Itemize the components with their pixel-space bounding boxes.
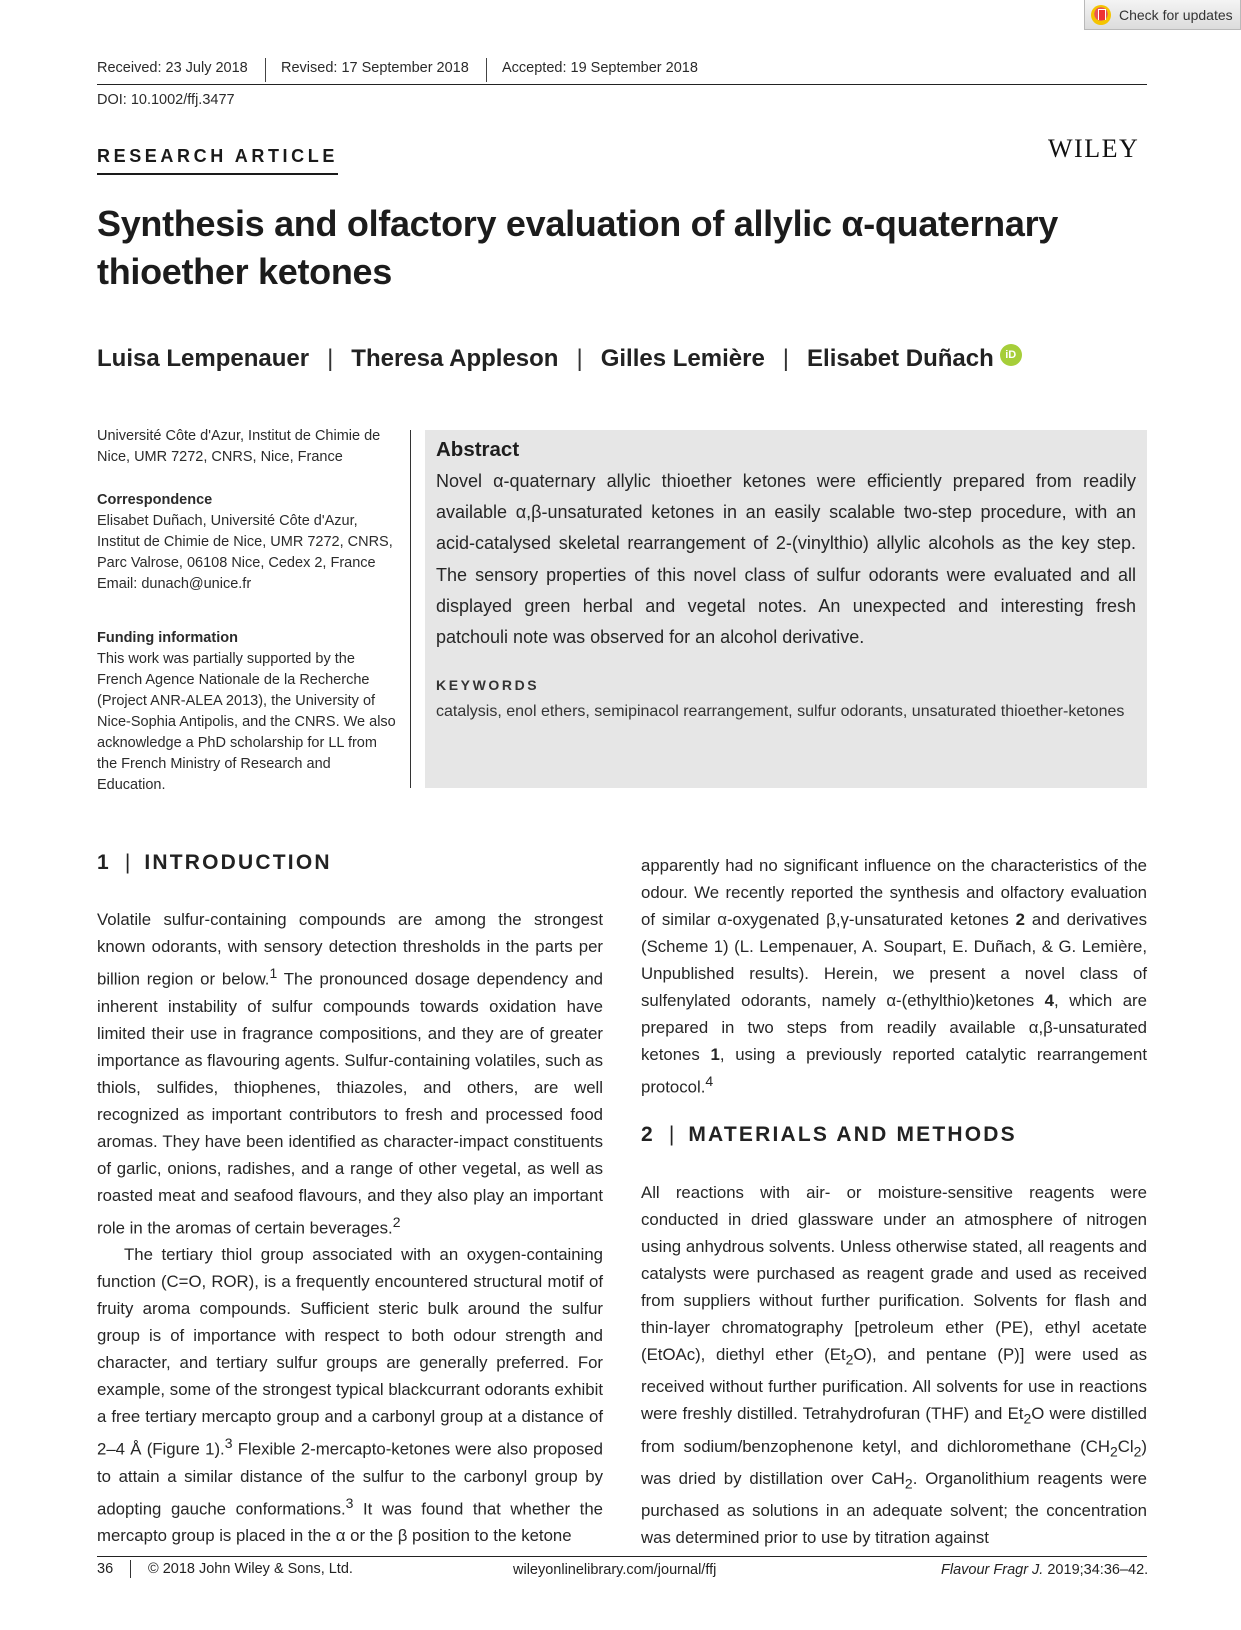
- section-heading-materials: [641, 1123, 1017, 1147]
- received-date: Received: 23 July 2018: [97, 60, 248, 76]
- paragraph: The tertiary thiol group associated with an oxygen-containing function (C=O, ROR), is a frequently encountered structural motif of fruity aroma compounds. Sufficient steric bulk around the sulfur group is of importance with respect to both odour strength and character, and tertiary sulfur groups are generally preferred. For example, some of the strongest typical blackcurrant odorants exhibit a free tertiary mercapto group and a carbonyl group at a distance of 2–4 Å (Figure 1).$^3$ Flexible 2-mercapto-ketones were also proposed to attain a similar distance of the sulfur to the carbonyl group by adopting gauche conformations.$^3$ It was found that whether the mercapto group is placed in the α or the β position to the ketone: [97, 1245, 603, 1546]
- author-separator: |: [782, 345, 790, 372]
- page-number: 36: [97, 1561, 114, 1577]
- journal-citation: [941, 1562, 1148, 1578]
- materials-methods-body: [641, 1179, 1147, 1551]
- funding-information: [97, 628, 397, 796]
- author-separator: |: [576, 345, 583, 372]
- paragraph: All reactions with air- or moisture-sensitive reagents were conducted in dried glassware under an atmosphere of nitrogen using anhydrous solvents. Unless otherwise stated, all reagents and catalysts were purchased as reagent grade and used as received from suppliers without further purification. Solvents for flash and thin-layer chromatography [petroleum ether (PE), ethyl acetate (EtOAc), diethyl ether $(Et_2O)$, and pentane (P)] were used as received without further purification. All solvents for use in reactions were freshly distilled. Tetrahydrofuran (THF) and $Et_2O$ were distilled from sodium/benzophenone ketyl, and dichloromethane $(CH_2Cl_2)$ was dried by distillation over CaH$_2$. Organolithium reagents were purchased as solutions in an adequate solvent; the concentration was determined prior to use by titration against: [641, 1183, 1147, 1548]
- article-dates: [97, 60, 1147, 86]
- keywords: catalysis, enol ethers, semipinacol rearrangement, sulfur odorants, unsaturated thioether-ketones: [436, 703, 1125, 721]
- section-number: 2: [641, 1123, 655, 1146]
- citation-details: 2019;34:36–42.: [1043, 1562, 1149, 1578]
- journal-url[interactable]: wileyonlinelibrary.com/journal/ffj: [513, 1562, 717, 1578]
- check-for-updates-button[interactable]: [1084, 0, 1241, 30]
- abstract-box: [425, 430, 1147, 788]
- section-separator: |: [668, 1123, 675, 1146]
- article-title: [97, 200, 1147, 296]
- funding-label: Funding information: [97, 630, 238, 646]
- section-number: 1: [97, 851, 111, 874]
- title-line-2: thioether ketones: [97, 251, 392, 292]
- abstract-heading: Abstract: [436, 438, 520, 461]
- author-separator: |: [327, 345, 334, 372]
- bookmark-icon: [1091, 5, 1111, 25]
- section-heading-introduction: [97, 851, 332, 875]
- author[interactable]: Luisa Lempenauer: [97, 345, 310, 372]
- section-title: MATERIALS AND METHODS: [688, 1123, 1017, 1146]
- doi[interactable]: DOI: 10.1002/ffj.3477: [97, 92, 235, 108]
- check-for-updates-label: Check for updates: [1119, 6, 1233, 23]
- date-divider: [265, 58, 266, 82]
- paragraph: Volatile sulfur-containing compounds are among the strongest known odorants, with sensory detection thresholds in the parts per billion region or below.$^1$ The pronounced dosage dependency and inherent instability of sulfur compounds towards oxidation have limited their use in fragrance compositions, and they are of greater importance as flavouring agents. Sulfur-containing volatiles, such as thiols, sulfides, thiophenes, thiazoles, and others, are well recognized as important contributors to fresh and processed food aromas. They have been identified as character-impact constituents of garlic, onions, radishes, and a range of other vegetal, as well as roasted meat and seafood flavours, and they also play an important role in the aromas of certain beverages.$^2$: [97, 910, 603, 1238]
- affiliation: Université Côte d'Azur, Institut de Chimie de Nice, UMR 7272, CNRS, Nice, France: [97, 428, 381, 465]
- footer-rule: [97, 1556, 1147, 1557]
- correspondence-label: Correspondence: [97, 492, 213, 508]
- correspondence: [97, 490, 397, 595]
- journal-name: Flavour Fragr J.: [941, 1562, 1044, 1578]
- copyright: © 2018 John Wiley & Sons, Ltd.: [148, 1561, 353, 1577]
- keywords-heading: KEYWORDS: [436, 677, 540, 694]
- article-type: RESEARCH ARTICLE: [97, 146, 338, 175]
- orcid-icon[interactable]: iD: [1000, 344, 1022, 366]
- author[interactable]: Gilles Lemière: [600, 345, 765, 372]
- footer-divider: [130, 1560, 131, 1578]
- date-divider: [486, 58, 487, 82]
- section-separator: |: [124, 851, 131, 874]
- correspondence-text: Elisabet Duñach, Université Côte d'Azur, Institut de Chimie de Nice, UMR 7272, CNRS, Parc Valrose, 06108 Nice, Cedex 2, France: [97, 513, 393, 571]
- column-divider: [410, 430, 411, 788]
- abstract-text: Novel α-quaternary allylic thioether ketones were efficiently prepared from readily available α,β-unsaturated ketones in an easily scalable two-step procedure, with an acid-catalysed skeletal rearrangement of 2-(vinylthio) allylic alcohols as the key step. The sensory properties of this novel class of sulfur odorants were evaluated and all displayed green herbal and vegetal notes. An unexpected and interesting fresh patchouli note was observed for an alcohol derivative.: [436, 471, 1136, 648]
- accepted-date: Accepted: 19 September 2018: [502, 60, 698, 76]
- paragraph: apparently had no significant influence on the characteristics of the odour. We recently reported the synthesis and olfactory evaluation of similar α-oxygenated β,γ-unsaturated ketones 2 and derivatives (Scheme 1) (L. Lempenauer, A. Soupart, E. Duñach, & G. Lemière, Unpublished results). Herein, we present a novel class of sulfenylated odorants, namely α-(ethylthio)ketones 4, which are prepared in two steps from readily available α,β-unsaturated ketones 1, using a previously reported catalytic rearrangement protocol.$^4$: [641, 856, 1147, 1097]
- header-rule: [97, 84, 1147, 85]
- revised-date: Revised: 17 September 2018: [281, 60, 469, 76]
- author[interactable]: Elisabet Duñach: [807, 345, 994, 372]
- introduction-body: [97, 906, 603, 1549]
- section-title: INTRODUCTION: [144, 851, 332, 874]
- funding-text: This work was partially supported by the French Agence Nationale de la Recherche (Project ANR-ALEA 2013), the University of Nice-Sophia Antipolis, and the CNRS. We also acknowledge a PhD scholarship for LL from the French Ministry of Research and Education.: [97, 651, 396, 793]
- author[interactable]: Theresa Appleson: [351, 345, 559, 372]
- title-line-1: Synthesis and olfactory evaluation of allylic α-quaternary: [97, 203, 1058, 244]
- publisher-logo: WILEY: [1048, 134, 1140, 163]
- introduction-body-continued: [641, 852, 1147, 1101]
- author-list: [97, 345, 1022, 373]
- correspondence-email[interactable]: Email: dunach@unice.fr: [97, 576, 252, 592]
